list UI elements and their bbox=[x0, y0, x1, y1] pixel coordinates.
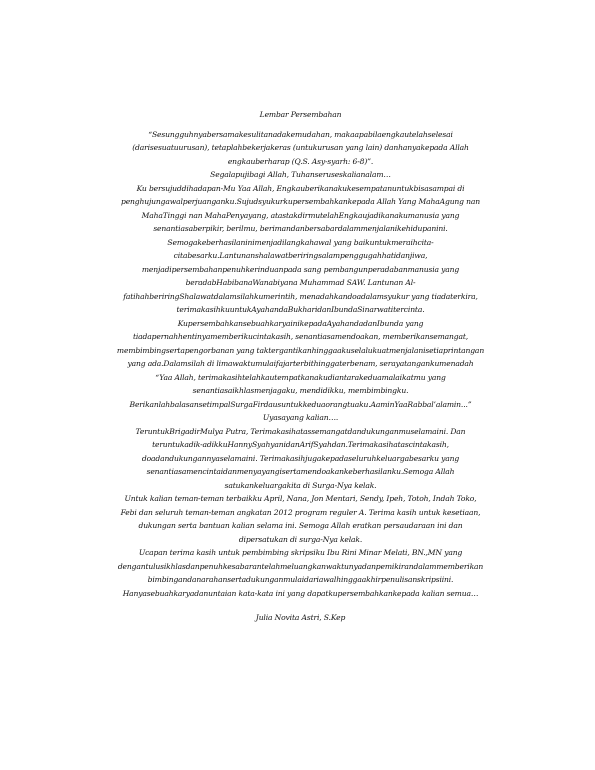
text-line: Febi dan seluruh teman-teman angkatan 2012 program reguler A. Terima kasih untuk kesetiaan, bbox=[120, 507, 481, 517]
signature: Julia Novita Astri, S.Kep bbox=[255, 613, 346, 622]
text-line: senantiasaberpikir, berilmu, berimandanbersabardalammenjalanikehidupanini. bbox=[153, 224, 448, 233]
text-line: citabesarku.Lantunanshalawatberiringsalampenggugahhatidanjiwa, bbox=[173, 251, 428, 260]
text-line: Semogakeberhasilaninimenjadilangkahawal yang baikuntukmeraihcita- bbox=[167, 237, 434, 247]
text-line: membimbingsertapengorbanan yang taktergantikanhinggaakuselalukuatmenjalanisetiaprintangan bbox=[116, 345, 485, 355]
text-line: dengantulusikhlasdanpenuhkesabarantelahmeluangkanwaktunyadanpemikirandalammemberikan bbox=[117, 561, 484, 571]
text-line: (darisesuatuurusan), tetaplahbekerjakeras (untukurusan yang lain) danhanyakepada Allah bbox=[132, 143, 469, 152]
text-line: tiadapernahhentinyamemberikucintakasih, senantiasamendoakan, memberikansemangat, bbox=[133, 332, 468, 341]
text-line: bimbingandanarahansertadukunganmulaidariawalhinggaakhirpenulisanskripsiini. bbox=[147, 575, 454, 584]
page-title: Lembar Persembahan bbox=[259, 110, 342, 119]
text-line: Uyasayang kalian…. bbox=[262, 413, 339, 422]
text-line: TeruntukBrigadirMulya Putra, Terimakasihatassemangatdandukunganmuselamaini. Dan bbox=[135, 426, 466, 436]
text-line: BerikanlahbalasansetimpalSurgaFirdausuntukkeduaorangtuaku.AaminYaaRabbal’alamin...” bbox=[129, 399, 472, 409]
text-line: Segalapujibagi Allah, Tuhanseruseskalianalam… bbox=[210, 170, 391, 179]
text-line: senantiasaikhlasmenjagaku, mendidikku, membimbingku. bbox=[192, 386, 409, 395]
text-line: Untuk kalian teman-teman terbaikku April, Nana, Jon Mentari, Sendy, Ipeh, Totoh, Indah Toko, bbox=[124, 494, 477, 503]
text-line: doadandukungannyaselamaini. Terimakasihjugakepadaseluruhkeluargabesarku yang bbox=[141, 453, 460, 463]
text-line: Ku bersujuddihadapan-Mu Yaa Allah, Engkauberikanakukesempatanuntukbisasampai di bbox=[136, 183, 465, 193]
text-line: terimakasihkuuntukAyahandaBukharidanIbundaSinarwatitercinta. bbox=[176, 305, 425, 314]
text-line: satukankeluargakita di Surga-Nya kelak. bbox=[224, 480, 377, 490]
text-line: fatihahberiringShalawatdalamsilahkumerintih, menadahkandoadalamsyukur yang tiadaterkira, bbox=[123, 291, 478, 301]
text-line: teruntukadik-adikkuHannySyahyanidanArifSyahdan.Terimakasihatascintakasih, bbox=[152, 440, 449, 449]
text-line: Ucapan terima kasih untuk pembimbing skripsiku Ibu Rini Minar Melati, BN.,MN yang bbox=[138, 548, 463, 557]
text-line: yang ada.Dalamsilah di limawaktumulaifajarterbithinggaterbenam, serayatangankumenadah bbox=[127, 359, 474, 368]
text-line: beradabHabibanaWanabiyana Muhammad SAW. Lantunan Al- bbox=[185, 278, 416, 287]
text-line: senantiasamencintaidanmenyayangisertamendoakankeberhasilanku.Semoga Allah bbox=[146, 467, 455, 476]
dedication-text bbox=[113, 108, 488, 625]
text-line: engkauberharap (Q.S. Asy-syarh: 6-8)”. bbox=[227, 156, 374, 166]
text-line: penghujungawalperjuanganku.Sujudsyukurkupersembahkankepada Allah Yang MahaAgung nan bbox=[120, 197, 481, 206]
text-line: KupersembahkansebuahkaryainikepadaAyahandadanIbunda yang bbox=[177, 318, 424, 328]
text-line: “Yaa Allah, terimakasihtelahkautempatkanakudiantarakeduamalaikatmu yang bbox=[155, 372, 446, 382]
text-line: MahaTinggi nan MahaPenyayang, atastakdirmutelahEngkaujadikanakumanusia yang bbox=[141, 210, 460, 220]
text-line: dipersatukan di surga-Nya kelak. bbox=[238, 534, 363, 544]
text-line: menjadipersembahanpenuhkerinduanpada sang pembangunperadabanmanusia yang bbox=[141, 264, 460, 274]
text-line: dukungan serta bantuan kalian selama ini. Semoga Allah eratkan persaudaraan ini dan bbox=[138, 521, 463, 530]
text-line: “Sesungguhnyabersamakesulitanadakemudahan, makaapabilaengkautelahselesai bbox=[148, 129, 453, 139]
text-line: Hanyasebuahkaryadanuntaian kata-kata ini yang dapatkupersembahkankepada kalian semua… bbox=[122, 588, 479, 598]
